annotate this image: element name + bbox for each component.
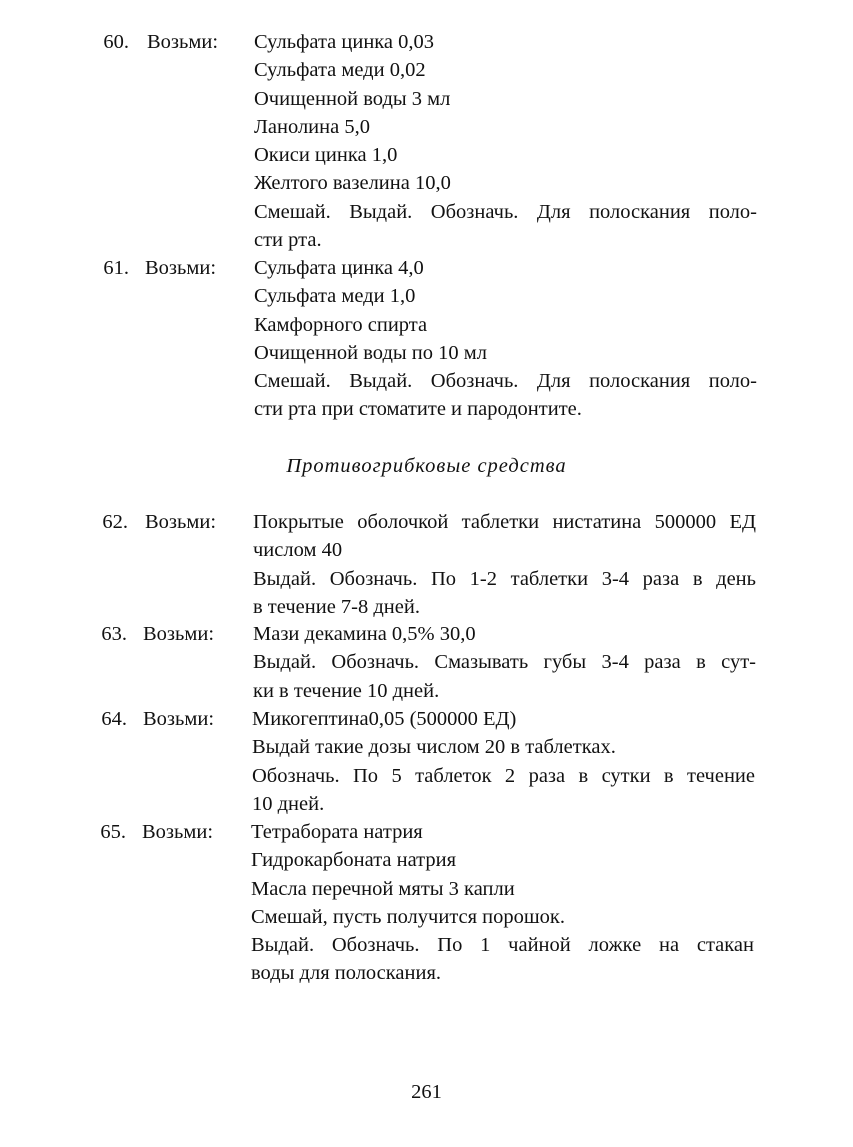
prescription-line: Масла перечной мяты 3 капли bbox=[251, 877, 515, 900]
prescription-line: числом 40 bbox=[253, 539, 343, 562]
prescription-line: Очищенной воды 3 мл bbox=[254, 87, 451, 110]
prescription-line: ки в течение 10 дней. bbox=[253, 679, 440, 702]
prescription-line: Сульфата цинка 0,03 bbox=[254, 31, 435, 53]
prescription-line: Очищенной воды по 10 мл bbox=[254, 341, 487, 364]
prescription-number: 63. bbox=[101, 623, 127, 645]
prescription-line: Желтого вазелина 10,0 bbox=[254, 172, 451, 195]
prescription-line: сти рта. bbox=[254, 229, 322, 252]
recipe-label: Возьми: bbox=[147, 31, 219, 53]
prescription-body bbox=[253, 508, 756, 621]
prescription-line: Покрытые оболочкой таблетки нистатина 500000 ЕД bbox=[253, 511, 756, 533]
prescription-line: Обозначь. По 5 таблеток 2 раза в сутки в течение bbox=[252, 764, 755, 787]
prescription-body bbox=[252, 705, 755, 818]
recipe-label: Возьми: bbox=[143, 708, 215, 730]
prescription-line: Выдай. Обозначь. По 1-2 таблетки 3-4 раза в день bbox=[253, 567, 756, 590]
prescription-body bbox=[251, 818, 754, 988]
recipe-label: Возьми: bbox=[145, 257, 217, 279]
prescription-line: 10 дней. bbox=[252, 792, 325, 815]
prescription-number: 65. bbox=[100, 821, 126, 843]
prescription-line: Смешай, пусть получится порошок. bbox=[251, 905, 566, 928]
prescription-line: Выдай такие дозы числом 20 в таблетках. bbox=[252, 736, 616, 759]
prescription-body bbox=[253, 620, 756, 705]
prescription-line: Сульфата меди 0,02 bbox=[254, 59, 426, 82]
prescription-line: Сульфата цинка 4,0 bbox=[254, 257, 424, 279]
page-number: 261 bbox=[411, 1081, 442, 1103]
prescription-number: 60. bbox=[103, 31, 129, 53]
prescription-line: Выдай. Обозначь. Смазывать губы 3-4 раза в сут- bbox=[253, 651, 756, 674]
prescription-line: Смешай. Выдай. Обозначь. Для полоскания поло- bbox=[254, 370, 757, 393]
prescription-line: Мази декамина 0,5% 30,0 bbox=[253, 623, 476, 645]
prescription-line: воды для полоскания. bbox=[251, 962, 442, 985]
section-title: Противогрибковые средства bbox=[286, 455, 567, 477]
prescription-line: Гидрокарбоната натрия bbox=[251, 849, 457, 872]
recipe-label: Возьми: bbox=[143, 623, 215, 645]
prescription-line: Сульфата меди 1,0 bbox=[254, 285, 416, 308]
prescription-line: Выдай. Обозначь. По 1 чайной ложке на стакан bbox=[251, 934, 754, 957]
prescription-line: сти рта при стоматите и пародонтите. bbox=[254, 398, 582, 421]
recipe-label: Возьми: bbox=[145, 511, 217, 533]
prescription-number: 61. bbox=[103, 257, 129, 279]
prescription-body bbox=[254, 254, 757, 424]
recipe-label: Возьми: bbox=[142, 821, 214, 843]
prescription-line: Тетрабората натрия bbox=[251, 821, 423, 843]
prescription-line: Ланолина 5,0 bbox=[254, 115, 370, 138]
prescription-line: в течение 7-8 дней. bbox=[253, 595, 420, 618]
prescription-line: Микогептина0,05 (500000 ЕД) bbox=[252, 708, 517, 730]
prescription-number: 62. bbox=[102, 511, 128, 533]
prescription-line: Смешай. Выдай. Обозначь. Для полоскания поло- bbox=[254, 200, 757, 223]
prescription-number: 64. bbox=[101, 708, 127, 730]
prescription-line: Камфорного спирта bbox=[254, 313, 428, 336]
prescription-body bbox=[254, 28, 757, 254]
prescription-line: Окиси цинка 1,0 bbox=[254, 144, 398, 167]
